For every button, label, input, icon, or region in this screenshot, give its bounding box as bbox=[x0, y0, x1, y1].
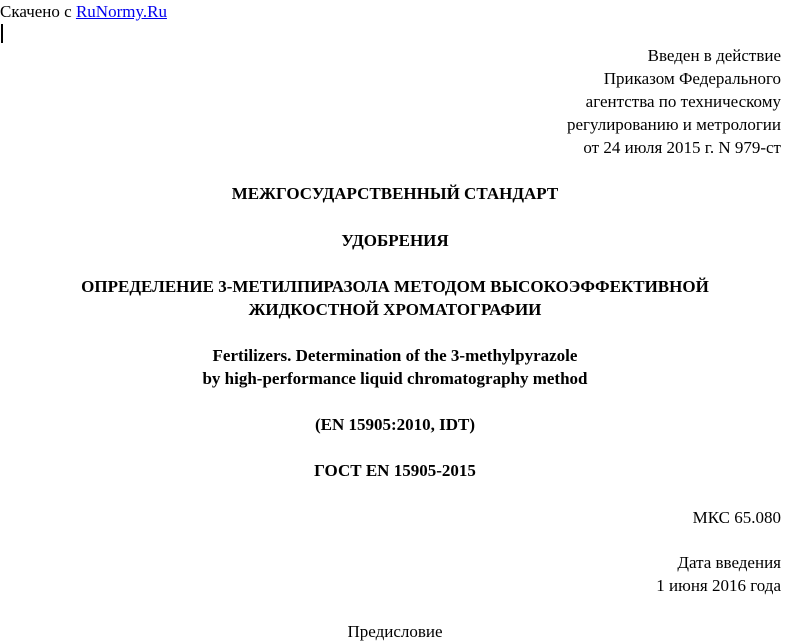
introduction-date bbox=[656, 551, 781, 597]
russian-title-line: ЖИДКОСТНОЙ ХРОМАТОГРАФИИ bbox=[248, 300, 542, 319]
russian-title bbox=[0, 275, 790, 321]
equivalence-note: (EN 15905:2010, IDT) bbox=[314, 415, 476, 434]
enactment-block bbox=[567, 44, 781, 159]
english-title-line: Fertilizers. Determination of the 3-methylpyrazole bbox=[212, 346, 578, 365]
introduction-date-value: 1 июня 2016 года bbox=[656, 576, 781, 595]
enactment-line: Введен в действие bbox=[647, 46, 781, 65]
mks-code: МКС 65.080 bbox=[692, 508, 781, 527]
enactment-line: от 24 июля 2015 г. N 979-ст bbox=[583, 138, 781, 157]
enactment-line: Приказом Федерального bbox=[603, 69, 781, 88]
text-cursor bbox=[1, 24, 3, 43]
preface-heading: Предисловие bbox=[347, 622, 443, 641]
introduction-date-label: Дата введения bbox=[677, 553, 781, 572]
source-link[interactable]: RuNormy.Ru bbox=[75, 2, 167, 21]
enactment-line: агентства по техническому bbox=[585, 92, 781, 111]
enactment-line: регулированию и метрологии bbox=[566, 115, 781, 134]
standard-designation: ГОСТ EN 15905-2015 bbox=[314, 461, 476, 480]
subject-heading: УДОБРЕНИЯ bbox=[341, 231, 449, 250]
russian-title-line: ОПРЕДЕЛЕНИЕ 3-МЕТИЛПИРАЗОЛА МЕТОДОМ ВЫСОКОЭФФЕКТИВНОЙ bbox=[81, 277, 709, 296]
source-line bbox=[0, 0, 167, 23]
english-title bbox=[0, 344, 790, 390]
english-title-line: by high-performance liquid chromatography method bbox=[202, 369, 588, 388]
source-prefix: Скачено с bbox=[0, 2, 76, 21]
standard-type-heading: МЕЖГОСУДАРСТВЕННЫЙ СТАНДАРТ bbox=[231, 184, 559, 203]
